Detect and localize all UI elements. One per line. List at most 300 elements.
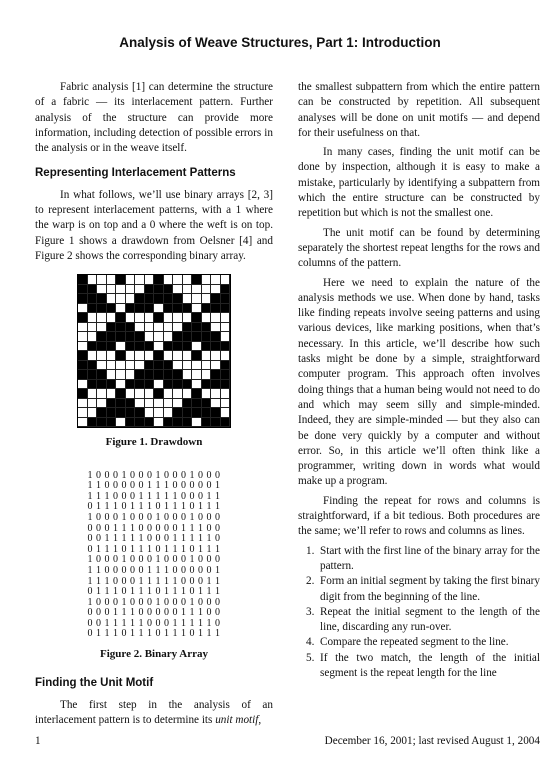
drawdown-cell [88, 313, 98, 323]
binary-row: 0 0 0 1 1 1 0 0 0 0 0 1 1 1 0 0 [87, 522, 221, 534]
drawdown-cell [116, 332, 126, 342]
drawdown-cell [78, 389, 88, 399]
drawdown-cell [164, 351, 174, 361]
drawdown-cell [97, 332, 107, 342]
paragraph: In what follows, we’ll use binary arrays [2, 3] to represent interlacement patterns, with a 1 where the warp is on top and a 0 where the weft is on top. Figure 1 shows a drawdown from Oelsner [4] and Figure 2 shows the corresponding binary array. [35, 188, 273, 262]
drawdown-cell [164, 370, 174, 380]
drawdown-cell [173, 399, 183, 409]
drawdown-cell [145, 275, 155, 285]
drawdown-cell [183, 285, 193, 295]
drawdown-cell [107, 399, 117, 409]
drawdown-cell [97, 275, 107, 285]
drawdown-cell [135, 342, 145, 352]
drawdown-cell [126, 285, 136, 295]
drawdown-cell [88, 399, 98, 409]
drawdown-cell [211, 380, 221, 390]
drawdown-cell [126, 323, 136, 333]
drawdown-cell [211, 418, 221, 428]
page-title: Analysis of Weave Structures, Part 1: Introduction [119, 35, 441, 50]
binary-row: 1 1 0 0 0 0 0 1 1 1 0 0 0 0 0 1 [87, 564, 221, 576]
drawdown-cell [221, 294, 231, 304]
drawdown-cell [173, 285, 183, 295]
drawdown-cell [221, 389, 231, 399]
drawdown-cell [192, 380, 202, 390]
drawdown-cell [126, 380, 136, 390]
drawdown-cell [97, 380, 107, 390]
drawdown-cell [202, 323, 212, 333]
drawdown-cell [221, 399, 231, 409]
left-column [35, 80, 273, 728]
drawdown-cell [145, 408, 155, 418]
drawdown-cell [192, 389, 202, 399]
drawdown-cell [97, 294, 107, 304]
drawdown-cell [78, 351, 88, 361]
binary-row: 1 0 0 0 1 0 0 0 1 0 0 0 1 0 0 0 [87, 596, 221, 608]
drawdown-cell [135, 418, 145, 428]
drawdown-cell [126, 370, 136, 380]
drawdown-cell [154, 399, 164, 409]
drawdown-cell [126, 275, 136, 285]
drawdown-cell [202, 418, 212, 428]
figure-2-caption: Figure 2. Binary Array [100, 648, 208, 661]
list-text: Compare the repeated segment to the line. [320, 636, 509, 649]
drawdown-cell [154, 342, 164, 352]
paragraph: Finding the repeat for rows and columns is straightforward, if a bit tedious. Both procedures are the same; we’ll refer to rows and columns as lines. [298, 494, 540, 538]
drawdown-cell [183, 332, 193, 342]
drawdown-cell [192, 361, 202, 371]
drawdown-cell [164, 399, 174, 409]
drawdown-cell [183, 389, 193, 399]
drawdown-cell [145, 380, 155, 390]
drawdown-cell [145, 332, 155, 342]
drawdown-cell [211, 304, 221, 314]
drawdown-cell [116, 370, 126, 380]
list-item [298, 574, 540, 605]
drawdown-cell [145, 342, 155, 352]
drawdown-cell [192, 285, 202, 295]
list-number: 3. [306, 605, 315, 618]
drawdown-cell [135, 380, 145, 390]
drawdown-cell [107, 275, 117, 285]
drawdown-cell [211, 342, 221, 352]
drawdown-cell [183, 361, 193, 371]
right-column [298, 80, 540, 681]
binary-row: 1 1 1 0 0 0 1 1 1 1 1 0 0 0 1 1 [87, 490, 221, 502]
drawdown-cell [173, 332, 183, 342]
drawdown-cell [164, 304, 174, 314]
drawdown-cell [202, 313, 212, 323]
drawdown-cell [107, 323, 117, 333]
drawdown-cell [164, 389, 174, 399]
drawdown-cell [116, 285, 126, 295]
paragraph: Fabric analysis [1] can determine the structure of a fabric — its interlacement pattern. Further analysis of the structure can provide more information, including detection of possible errors in the analysis or in the weave itself. [35, 81, 273, 155]
list-item [298, 635, 540, 650]
binary-row: 0 1 1 1 0 1 1 1 0 1 1 1 0 1 1 1 [87, 628, 221, 640]
drawdown-cell [154, 275, 164, 285]
drawdown-cell [192, 370, 202, 380]
drawdown-cell [126, 342, 136, 352]
paragraph [35, 698, 273, 729]
drawdown-cell [173, 342, 183, 352]
drawdown-cell [221, 370, 231, 380]
binary-row: 1 1 0 0 0 0 0 1 1 1 0 0 0 0 0 1 [87, 480, 221, 492]
drawdown-cell [116, 389, 126, 399]
drawdown-cell [221, 351, 231, 361]
drawdown-cell [192, 323, 202, 333]
paragraph: Here we need to explain the nature of the analysis methods we use. When done by hand, tasks like finding repeats involve seeing patterns and using various devices, like marking positions, when that’s necessary. In this article, we’ll describe how such tasks might be done by a simple, straightforward computer program. This approach often involves doing things that a human being would not need to do and which may seem silly and simple-minded. Indeed, they are simple-minded — but they also can be done very quickly by a computer and without error. So, in this article we’ll often think like a programmer, writing down in words what would make up a program. [298, 276, 540, 488]
list-item [298, 544, 540, 575]
drawdown-cell [97, 304, 107, 314]
drawdown-cell [154, 304, 164, 314]
drawdown-cell [154, 285, 164, 295]
drawdown-cell [154, 389, 164, 399]
drawdown-cell [78, 285, 88, 295]
drawdown-cell [183, 275, 193, 285]
binary-row: 1 0 0 0 1 0 0 0 1 0 0 0 1 0 0 0 [87, 554, 221, 566]
drawdown-cell [135, 408, 145, 418]
drawdown-cell [135, 399, 145, 409]
drawdown-cell [107, 361, 117, 371]
drawdown-cell [202, 294, 212, 304]
section-heading: Finding the Unit Motif [35, 677, 154, 690]
drawdown-cell [183, 380, 193, 390]
paragraph: The unit motif can be found by determining separately the shortest repeat lengths for the rows and columns of the pattern. [298, 226, 540, 270]
drawdown-cell [202, 275, 212, 285]
drawdown-cell [97, 408, 107, 418]
drawdown-cell [88, 408, 98, 418]
drawdown-cell [183, 418, 193, 428]
drawdown-cell [88, 380, 98, 390]
drawdown-cell [154, 323, 164, 333]
drawdown-cell [126, 361, 136, 371]
drawdown-cell [173, 370, 183, 380]
drawdown-cell [116, 361, 126, 371]
drawdown-cell [164, 323, 174, 333]
drawdown-cell [116, 342, 126, 352]
drawdown-cell [154, 370, 164, 380]
drawdown-cell [78, 408, 88, 418]
drawdown-cell [145, 418, 155, 428]
drawdown-cell [192, 294, 202, 304]
binary-row: 0 1 1 1 0 1 1 1 0 1 1 1 0 1 1 1 [87, 586, 221, 598]
drawdown-cell [107, 342, 117, 352]
drawdown-cell [173, 361, 183, 371]
list-text: If the two match, the length of the initial segment is the repeat length for the line [320, 651, 540, 679]
drawdown-cell [107, 418, 117, 428]
list-number: 5. [306, 651, 315, 664]
drawdown-cell [116, 323, 126, 333]
drawdown-cell [164, 332, 174, 342]
drawdown-cell [135, 275, 145, 285]
drawdown-cell [221, 323, 231, 333]
drawdown-cell [173, 351, 183, 361]
drawdown-cell [145, 399, 155, 409]
drawdown-cell [202, 332, 212, 342]
drawdown-cell [221, 304, 231, 314]
drawdown-cell [135, 389, 145, 399]
drawdown-cell [88, 275, 98, 285]
drawdown-cell [88, 285, 98, 295]
drawdown-cell [97, 399, 107, 409]
drawdown-cell [116, 294, 126, 304]
drawdown-cell [126, 332, 136, 342]
list-number: 4. [306, 636, 315, 649]
drawdown-cell [183, 304, 193, 314]
drawdown-cell [116, 380, 126, 390]
drawdown-cell [183, 399, 193, 409]
drawdown-cell [221, 418, 231, 428]
drawdown-cell [183, 294, 193, 304]
drawdown-cell [202, 361, 212, 371]
figure-1 [35, 274, 273, 428]
drawdown-cell [211, 323, 221, 333]
drawdown-cell [173, 408, 183, 418]
drawdown-cell [154, 313, 164, 323]
drawdown-cell [145, 361, 155, 371]
binary-row: 0 1 1 1 0 1 1 1 0 1 1 1 0 1 1 1 [87, 501, 221, 513]
drawdown-cell [192, 408, 202, 418]
drawdown-cell [164, 361, 174, 371]
list-item [298, 605, 540, 636]
drawdown-cell [78, 399, 88, 409]
drawdown-cell [183, 408, 193, 418]
drawdown-cell [173, 275, 183, 285]
drawdown-cell [183, 323, 193, 333]
drawdown-cell [145, 389, 155, 399]
drawdown-cell [164, 285, 174, 295]
binary-row: 0 1 1 1 0 1 1 1 0 1 1 1 0 1 1 1 [87, 543, 221, 555]
drawdown-cell [211, 408, 221, 418]
drawdown-cell [173, 380, 183, 390]
drawdown-cell [221, 380, 231, 390]
drawdown-cell [154, 351, 164, 361]
drawdown-cell [183, 351, 193, 361]
drawdown-cell [135, 361, 145, 371]
drawdown-cell [78, 294, 88, 304]
drawdown-cell [221, 313, 231, 323]
drawdown-cell [107, 304, 117, 314]
drawdown-cell [221, 332, 231, 342]
drawdown-cell [183, 342, 193, 352]
drawdown-cell [78, 380, 88, 390]
drawdown-cell [97, 418, 107, 428]
drawdown-cell [211, 361, 221, 371]
drawdown-cell [88, 370, 98, 380]
drawdown-cell [97, 285, 107, 295]
drawdown-cell [173, 418, 183, 428]
drawdown-cell [154, 408, 164, 418]
drawdown-cell [88, 332, 98, 342]
drawdown-cell [164, 408, 174, 418]
steps-list [298, 544, 540, 682]
drawdown-cell [145, 294, 155, 304]
drawdown-cell [126, 351, 136, 361]
drawdown-cell [192, 304, 202, 314]
drawdown-cell [135, 370, 145, 380]
drawdown-cell [202, 399, 212, 409]
drawdown-cell [211, 275, 221, 285]
list-text: Start with the first line of the binary array for the pattern. [320, 544, 540, 572]
drawdown-cell [135, 323, 145, 333]
drawdown-cell [192, 351, 202, 361]
drawdown-cell [211, 370, 221, 380]
drawdown-cell [164, 418, 174, 428]
paragraph-text: , [258, 713, 262, 726]
drawdown-cell [202, 389, 212, 399]
drawdown-cell [164, 313, 174, 323]
drawdown-cell [192, 399, 202, 409]
binary-array [35, 471, 273, 641]
drawdown-cell [211, 399, 221, 409]
drawdown-cell [221, 408, 231, 418]
drawdown-cell [88, 389, 98, 399]
drawdown-cell [88, 351, 98, 361]
drawdown-cell [88, 361, 98, 371]
drawdown-cell [97, 323, 107, 333]
list-item [298, 651, 540, 682]
drawdown-cell [202, 342, 212, 352]
drawdown-cell [126, 294, 136, 304]
drawdown-cell [78, 323, 88, 333]
drawdown-cell [78, 275, 88, 285]
drawdown-cell [173, 294, 183, 304]
drawdown-cell [202, 285, 212, 295]
drawdown-cell [202, 408, 212, 418]
drawdown-cell [97, 361, 107, 371]
paragraph: In many cases, finding the unit motif can be done by inspection, although it is easy to make a mistake, particularly by identifying a subpattern from which the entire structure can be constructed by repetition but which is not the smallest one. [298, 146, 540, 220]
drawdown-cell [202, 304, 212, 314]
drawdown-cell [221, 361, 231, 371]
drawdown-cell [192, 275, 202, 285]
drawdown-cell [116, 408, 126, 418]
drawdown-cell [135, 351, 145, 361]
drawdown-cell [78, 313, 88, 323]
drawdown-cell [154, 332, 164, 342]
drawdown-cell [116, 399, 126, 409]
drawdown-cell [88, 323, 98, 333]
drawdown-cell [173, 389, 183, 399]
drawdown-cell [154, 294, 164, 304]
drawdown-cell [78, 332, 88, 342]
drawdown-cell [78, 361, 88, 371]
drawdown-cell [116, 313, 126, 323]
footer-date: December 16, 2001; last revised August 1, 2004 [324, 735, 540, 747]
drawdown-cell [78, 304, 88, 314]
binary-row: 1 0 0 0 1 0 0 0 1 0 0 0 1 0 0 0 [87, 469, 221, 481]
drawdown-cell [126, 304, 136, 314]
drawdown-cell [78, 418, 88, 428]
drawdown-cell [154, 418, 164, 428]
list-number: 2. [306, 575, 315, 588]
drawdown-cell [107, 380, 117, 390]
drawdown-cell [145, 323, 155, 333]
drawdown-cell [107, 389, 117, 399]
binary-row: 0 0 1 1 1 1 1 0 0 0 1 1 1 1 1 0 [87, 617, 221, 629]
drawdown-cell [88, 418, 98, 428]
drawdown-cell [202, 370, 212, 380]
drawdown-cell [221, 342, 231, 352]
drawdown-cell [107, 313, 117, 323]
paragraph: the smallest subpattern from which the entire pattern can be constructed by repetition. All subsequent analyses will be done on unit motifs — and depend for their usefulness on that. [298, 81, 540, 139]
drawdown-cell [145, 285, 155, 295]
list-text: Form an initial segment by taking the first binary digit from the beginning of the line. [320, 575, 540, 603]
drawdown-cell [211, 313, 221, 323]
drawdown-cell [202, 380, 212, 390]
drawdown-cell [221, 285, 231, 295]
emphasis-text: unit motif [215, 713, 259, 726]
drawdown-cell [107, 408, 117, 418]
drawdown-cell [164, 342, 174, 352]
drawdown-cell [107, 351, 117, 361]
drawdown-cell [164, 275, 174, 285]
drawdown-cell [154, 380, 164, 390]
drawdown-cell [116, 351, 126, 361]
drawdown-cell [78, 342, 88, 352]
binary-row: 0 0 0 1 1 1 0 0 0 0 0 1 1 1 0 0 [87, 607, 221, 619]
drawdown-cell [192, 342, 202, 352]
drawdown-cell [126, 418, 136, 428]
drawdown-cell [88, 342, 98, 352]
drawdown-cell [221, 275, 231, 285]
drawdown-cell [211, 351, 221, 361]
figure-1-caption: Figure 1. Drawdown [105, 436, 203, 449]
drawdown-cell [183, 313, 193, 323]
drawdown-cell [211, 389, 221, 399]
drawdown-cell [173, 304, 183, 314]
drawdown-cell [97, 342, 107, 352]
drawdown-grid [77, 274, 231, 428]
drawdown-cell [126, 313, 136, 323]
drawdown-cell [164, 380, 174, 390]
drawdown-cell [135, 304, 145, 314]
drawdown-cell [78, 370, 88, 380]
drawdown-cell [173, 323, 183, 333]
drawdown-cell [154, 361, 164, 371]
drawdown-cell [135, 332, 145, 342]
drawdown-cell [107, 285, 117, 295]
drawdown-cell [116, 418, 126, 428]
section-heading: Representing Interlacement Patterns [35, 167, 236, 180]
drawdown-cell [116, 275, 126, 285]
list-text: Repeat the initial segment to the length of the line, discarding any run-over. [320, 605, 540, 634]
drawdown-cell [183, 370, 193, 380]
drawdown-cell [173, 313, 183, 323]
drawdown-cell [211, 285, 221, 295]
drawdown-cell [145, 313, 155, 323]
page-number: 1 [35, 735, 41, 747]
drawdown-cell [164, 294, 174, 304]
drawdown-cell [107, 294, 117, 304]
drawdown-cell [88, 294, 98, 304]
drawdown-cell [135, 294, 145, 304]
drawdown-cell [211, 332, 221, 342]
drawdown-cell [97, 351, 107, 361]
drawdown-cell [107, 332, 117, 342]
drawdown-cell [97, 389, 107, 399]
drawdown-cell [192, 332, 202, 342]
binary-row: 1 0 0 0 1 0 0 0 1 0 0 0 1 0 0 0 [87, 511, 221, 523]
drawdown-cell [135, 285, 145, 295]
drawdown-cell [145, 370, 155, 380]
drawdown-cell [88, 304, 98, 314]
drawdown-cell [145, 351, 155, 361]
drawdown-cell [135, 313, 145, 323]
drawdown-cell [107, 370, 117, 380]
drawdown-cell [97, 370, 107, 380]
drawdown-cell [202, 351, 212, 361]
drawdown-cell [145, 304, 155, 314]
drawdown-cell [97, 313, 107, 323]
